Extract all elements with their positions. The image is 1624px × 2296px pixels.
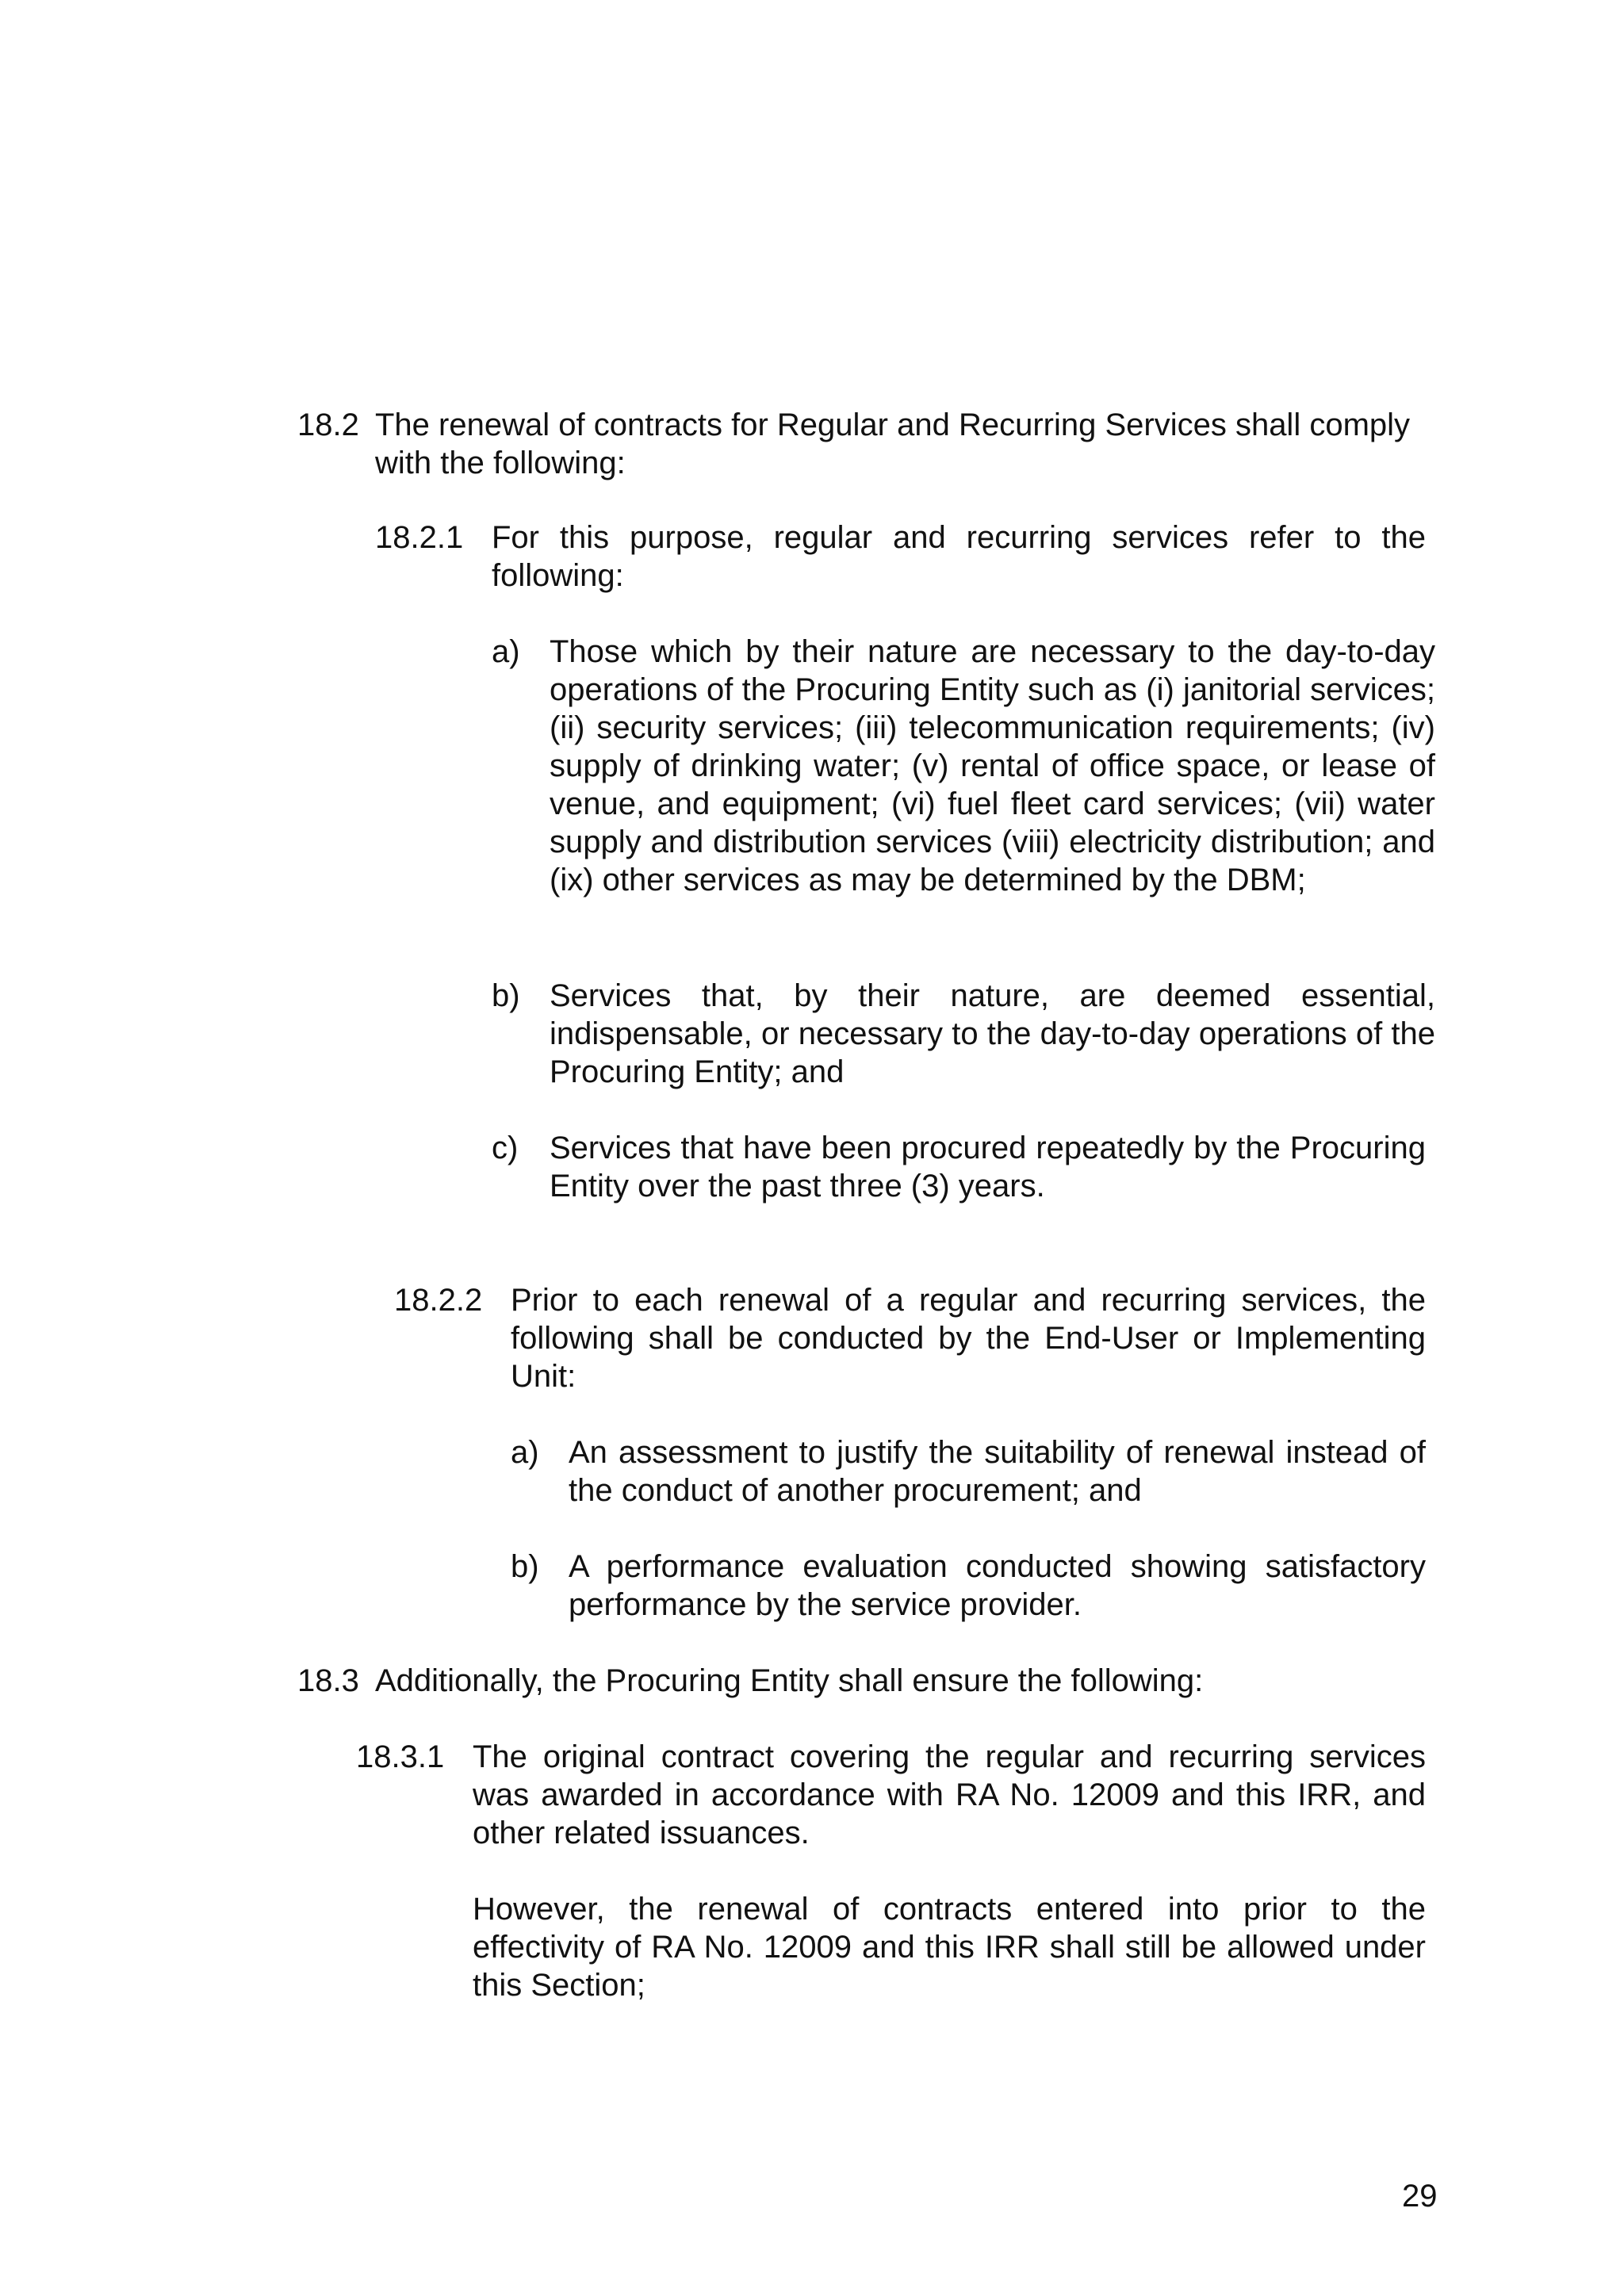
section-text: The renewal of contracts for Regular and Recurring Services shall comply with the following: [375, 408, 1411, 480]
section-18-2-2 [0, 1281, 1624, 1400]
section-number: 18.2.2 [394, 1283, 483, 1318]
section-18-3 [0, 1662, 1624, 1701]
section-number: 18.3.1 [356, 1739, 445, 1774]
list-item [0, 977, 1624, 1096]
list-item-label: a) [511, 1435, 539, 1470]
section-note [0, 1890, 1624, 2009]
list-item [0, 1433, 1624, 1513]
section-text: Prior to each renewal of a regular and recurring services, the following shall be conducted by the End-User or Implementing Unit: [511, 1283, 1426, 1394]
section-text: The original contract covering the regular and recurring services was awarded in accordance with RA No. 12009 and this IRR, and other related issuances. [473, 1739, 1426, 1850]
section-text: For this purpose, regular and recurring services refer to the following: [492, 520, 1426, 593]
list-item-text: A performance evaluation conducted showing satisfactory performance by the service provider. [569, 1549, 1426, 1622]
section-note-text: However, the renewal of contracts entered into prior to the effectivity of RA No. 12009 and this IRR shall still be allowed under this Section; [473, 1892, 1426, 2003]
list-item-text: Services that, by their nature, are deemed essential, indispensable, or necessary to the day-to-day operations of the Procuring Entity; and [550, 978, 1435, 1089]
list-item [0, 1548, 1624, 1627]
section-number: 18.2.1 [375, 520, 464, 555]
section-text: Additionally, the Procuring Entity shall ensure the following: [375, 1663, 1204, 1698]
list-item-label: b) [492, 978, 520, 1013]
section-number: 18.2 [297, 408, 359, 442]
page-number: 29 [1402, 2179, 1438, 2214]
section-number: 18.3 [297, 1663, 359, 1698]
list-item-text: Those which by their nature are necessary to the day-to-day operations of the Procuring Entity such as (i) janitorial services; (ii) security services; (iii) telecommunication requirements; (iv) supply of drinking water; (v) rental of office space, or lease of venue, and equipment; (vi) fuel fleet card services; (vii) water supply and distribution services (viii) electricity distribution; and (ix) other services as may be determined by the DBM; [550, 634, 1435, 897]
list-item-text: Services that have been procured repeatedly by the Procuring Entity over the past three (3) years. [550, 1131, 1426, 1203]
section-18-2-1 [0, 519, 1624, 598]
section-18-2 [0, 406, 1624, 485]
list-item-label: c) [492, 1131, 519, 1165]
list-item [0, 1129, 1624, 1208]
list-item-label: a) [492, 634, 520, 669]
list-item [0, 633, 1624, 942]
list-item-text: An assessment to justify the suitability of renewal instead of the conduct of another procurement; and [569, 1435, 1426, 1508]
list-item-label: b) [511, 1549, 539, 1584]
section-18-3-1 [0, 1738, 1624, 1857]
